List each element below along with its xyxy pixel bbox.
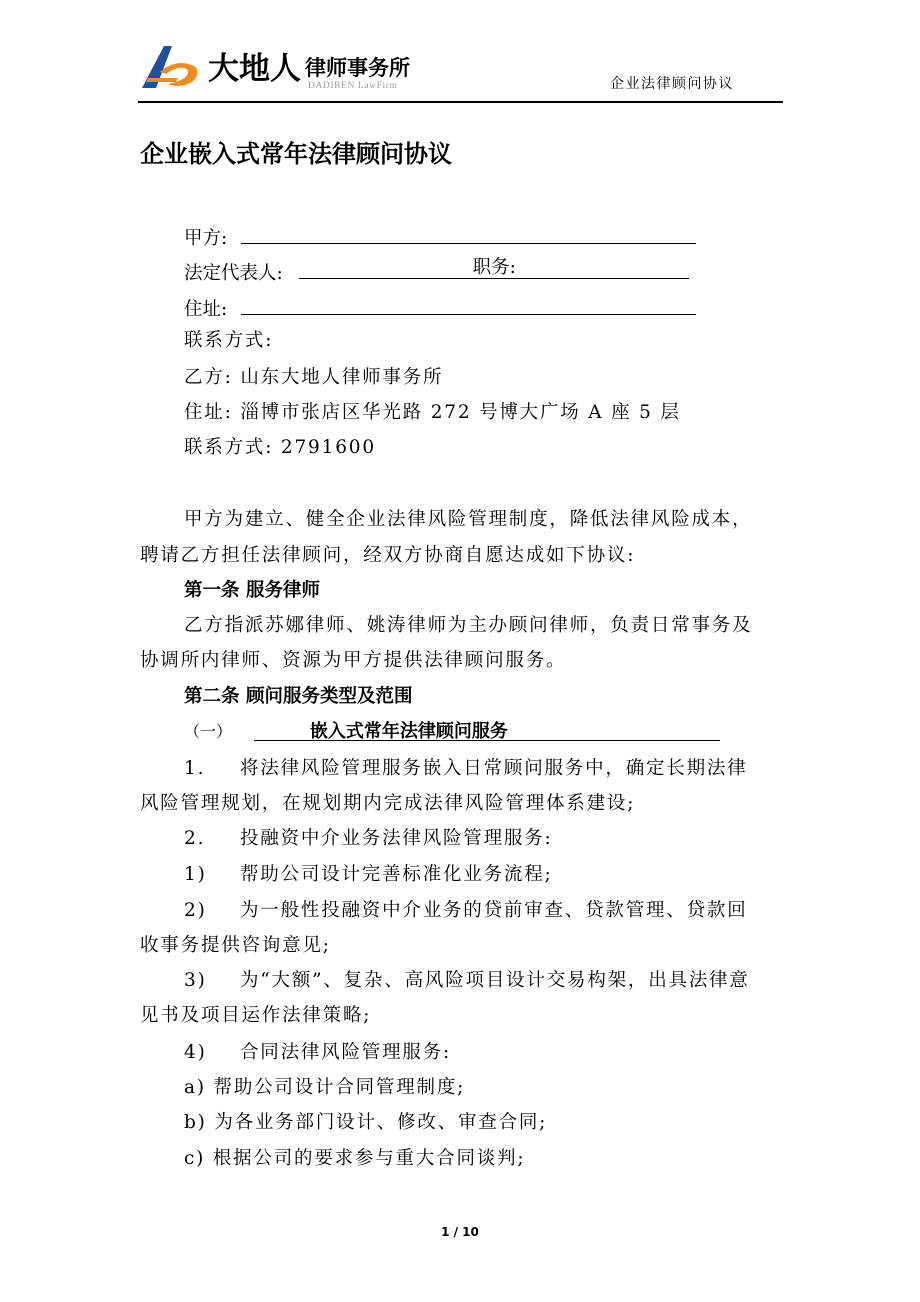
- item-1-number: 1.: [184, 758, 206, 779]
- subitem-3-text: 为“大额”、复杂、高风险项目设计交易构架，出具法律意: [240, 970, 750, 991]
- logo-brand-name: 大地人: [208, 51, 301, 87]
- subitem-2-line: [184, 899, 748, 923]
- page-number: 1 / 10: [441, 1225, 479, 1239]
- item-1-continuation: 风险管理规划，在规划期内完成法律风险管理体系建设;: [140, 793, 636, 814]
- subitem-4-text: 合同法律风险管理服务:: [240, 1042, 452, 1063]
- item-1-line: [184, 757, 748, 781]
- logo-firm-type: 律师事务所: [305, 56, 410, 80]
- article-2-heading: 第二条 顾问服务类型及范围: [184, 686, 413, 707]
- article-1-heading: 第一条 服务律师: [184, 580, 320, 601]
- article-1-text-line-1: 乙方指派苏娜律师、姚涛律师为主办顾问律师，负责日常事务及: [184, 615, 753, 636]
- party-a-address-line: [184, 294, 696, 322]
- party-a-label: 甲方:: [184, 228, 228, 249]
- clause-b: b) 为各业务部门设计、修改、审查合同;: [184, 1112, 548, 1133]
- party-a-address-label: 住址:: [184, 299, 228, 320]
- clause-a: a) 帮助公司设计合同管理制度;: [184, 1077, 466, 1098]
- item-2-line: [184, 827, 553, 851]
- position-label: 职务:: [472, 257, 516, 278]
- subitem-4-number: 4): [184, 1042, 207, 1063]
- representative-blank: [299, 258, 689, 279]
- subitem-3-number: 3): [184, 970, 207, 991]
- subitem-1-line: [184, 863, 553, 887]
- representative-label: 法定代表人:: [184, 263, 283, 284]
- party-a-address-blank: [241, 294, 696, 315]
- representative-line: [184, 258, 689, 286]
- item-2-number: 2.: [184, 828, 206, 849]
- logo-english-name: DADIREN LawFirm: [308, 81, 398, 91]
- party-a-blank: [241, 223, 696, 244]
- header-divider: [138, 101, 783, 103]
- party-a-contact-label: 联系方式:: [184, 330, 274, 351]
- party-b-line: 乙方: 山东大地人律师事务所: [184, 367, 444, 388]
- subitem-1-number: 1): [184, 864, 207, 885]
- intro-paragraph-line-2: 聘请乙方担任法律顾问，经双方协商自愿达成如下协议:: [140, 545, 636, 566]
- subitem-4-line: [184, 1041, 451, 1065]
- subitem-1-text: 帮助公司设计完善标准化业务流程;: [240, 864, 553, 885]
- item-2-text: 投融资中介业务法律风险管理服务:: [240, 828, 553, 849]
- section-1-number: （一）: [184, 722, 233, 741]
- header-title: 企业法律顾问协议: [610, 76, 734, 92]
- subitem-2-continuation: 收事务提供咨询意见;: [140, 935, 331, 956]
- item-1-text: 将法律风险管理服务嵌入日常顾问服务中，确定长期法律: [240, 758, 748, 779]
- article-1-text-line-2: 协调所内律师、资源为甲方提供法律顾问服务。: [140, 650, 567, 671]
- party-a-line: [184, 223, 696, 251]
- party-b-address: 住址: 淄博市张店区华光路 272 号博大广场 A 座 5 层: [184, 402, 681, 423]
- section-1-title: 嵌入式常年法律顾问服务: [254, 720, 720, 741]
- party-b-contact: 联系方式: 2791600: [184, 437, 376, 458]
- subitem-3-line: [184, 969, 750, 993]
- subitem-3-continuation: 见书及项目运作法律策略;: [140, 1005, 372, 1026]
- clause-c: c) 根据公司的要求参与重大合同谈判;: [184, 1148, 526, 1169]
- section-1-heading: [184, 720, 720, 744]
- intro-paragraph-line-1: 甲方为建立、健全企业法律风险管理制度，降低法律风险成本，: [184, 509, 753, 530]
- law-firm-logo-icon: [138, 42, 202, 92]
- document-title: 企业嵌入式常年法律顾问协议: [140, 140, 452, 168]
- subitem-2-text: 为一般性投融资中介业务的贷前审查、贷款管理、贷款回: [240, 900, 748, 921]
- subitem-2-number: 2): [184, 900, 207, 921]
